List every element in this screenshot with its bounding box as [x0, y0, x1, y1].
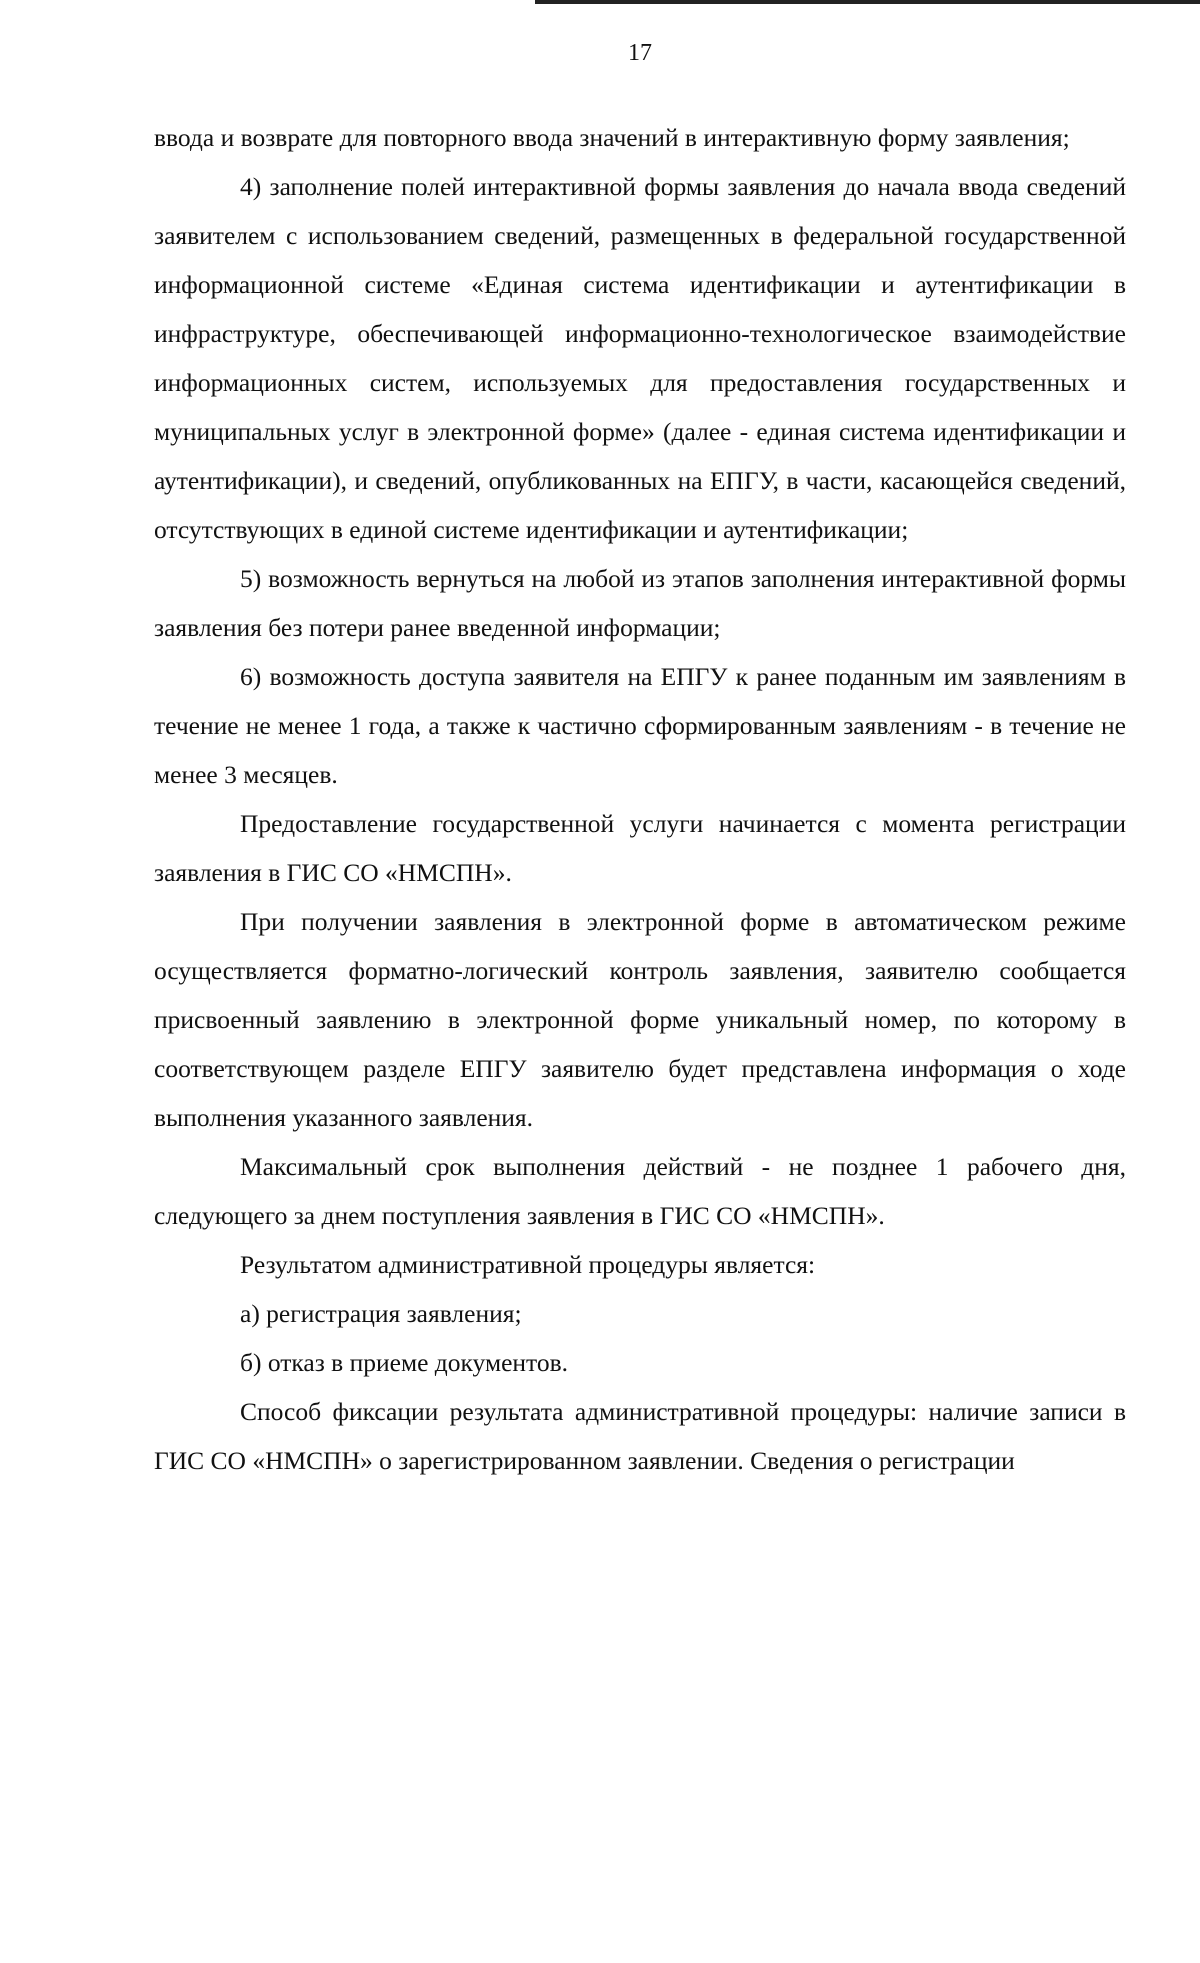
- paragraph-result-b: б) отказ в приеме документов.: [240, 1348, 569, 1377]
- paragraph-result-fixation: Способ фиксации результата административной процедуры: наличие записи в ГИС СО «НМСПН» о зарегистрированном заявлении. Сведения о регистрации: [154, 1397, 1126, 1475]
- paragraph-item-5: 5) возможность вернуться на любой из этапов заполнения интерактивной формы заявления без потери ранее введенной информации;: [154, 564, 1126, 642]
- paragraph-electronic-receipt: При получении заявления в электронной форме в автоматическом режиме осуществляется форматно-логический контроль заявления, заявителю сообщается присвоенный заявлению в электронной форме уникальный номер, по которому в соответствующем разделе ЕПГУ заявителю будет представлена информация о ходе выполнения указанного заявления.: [154, 907, 1126, 1132]
- paragraph-max-term: Максимальный срок выполнения действий - не позднее 1 рабочего дня, следующего за днем поступления заявления в ГИС СО «НМСПН».: [154, 1152, 1126, 1230]
- page-number: 17: [628, 40, 652, 66]
- paragraph-item-4: 4) заполнение полей интерактивной формы заявления до начала ввода сведений заявителем с использованием сведений, размещенных в федеральной государственной информационной системе «Единая система идентификации и аутентификации в инфраструктуре, обеспечивающей информационно-технологическое взаимодействие информационных систем, используемых для предоставления государственных и муниципальных услуг в электронной форме» (далее - единая система идентификации и аутентификации), и сведений, опубликованных на ЕПГУ, в части, касающейся сведений, отсутствующих в единой системе идентификации и аутентификации;: [154, 172, 1126, 544]
- top-border-line: [535, 0, 1200, 4]
- paragraph-result-heading: Результатом административной процедуры является:: [240, 1250, 816, 1279]
- document-body: [154, 113, 1126, 1485]
- paragraph-item-6: 6) возможность доступа заявителя на ЕПГУ к ранее поданным им заявлениям в течение не менее 1 года, а также к частично сформированным заявлениям - в течение не менее 3 месяцев.: [154, 662, 1126, 789]
- paragraph-result-a: а) регистрация заявления;: [240, 1299, 522, 1328]
- paragraph-service-start: Предоставление государственной услуги начинается с момента регистрации заявления в ГИС СО «НМСПН».: [154, 809, 1126, 887]
- paragraph-continuation: ввода и возврате для повторного ввода значений в интерактивную форму заявления;: [154, 123, 1070, 152]
